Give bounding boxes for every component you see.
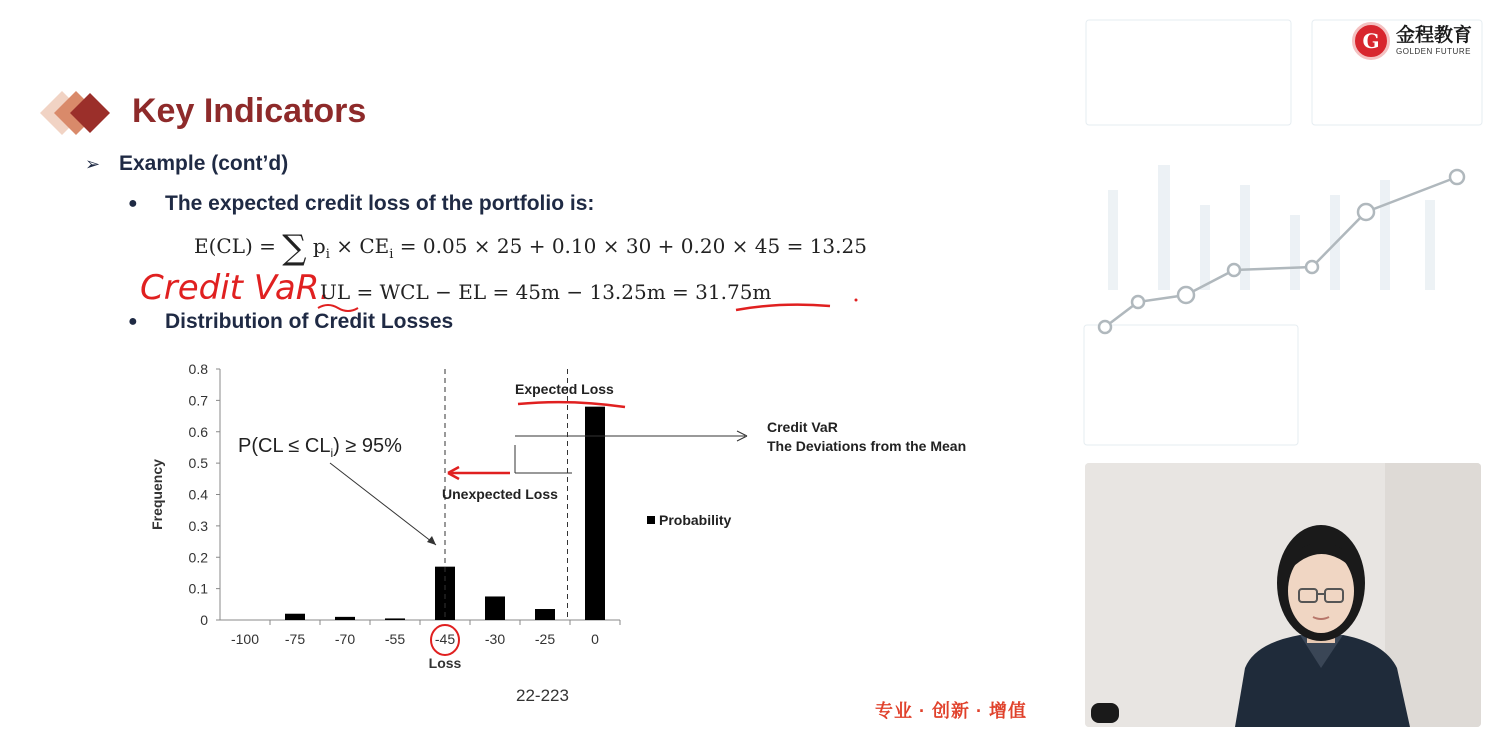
y-tick-label: 0.4 xyxy=(188,486,208,503)
dot-bullet-icon: ● xyxy=(128,313,138,330)
brand-name-en: GOLDEN FUTURE xyxy=(1396,47,1471,56)
bullet-distribution xyxy=(128,310,453,334)
y-tick-label: 0.8 xyxy=(188,361,208,377)
x-tick-label: -75 xyxy=(284,631,306,647)
golden-future-logo-icon: G xyxy=(1352,22,1390,60)
formula-ecl-sub: i xyxy=(325,247,330,262)
y-axis-label: Frequency xyxy=(149,459,165,530)
title-diamond-icon xyxy=(40,88,120,138)
bar--30 xyxy=(485,596,505,620)
formula-ecl-rhs: = 0.05 × 25 + 0.10 × 30 + 0.20 × 45 = 13.25 xyxy=(393,234,867,258)
slide-title: Key Indicators xyxy=(132,92,367,130)
formula-ecl-p: p xyxy=(312,234,326,258)
probability-condition: $P(CL \le CL_i) \ge 95\%$ xyxy=(238,435,402,460)
bar--25 xyxy=(535,609,555,620)
y-tick-label: 0.6 xyxy=(188,423,208,440)
brand-name-cn: 金程教育 xyxy=(1396,25,1473,46)
probability-arrowhead xyxy=(427,536,436,545)
formula-ecl-sub-2: i xyxy=(389,247,394,262)
y-tick-label: 0.3 xyxy=(188,517,208,534)
y-tick-label: 0.7 xyxy=(188,392,208,409)
formula-ul-lhs: UL = WCL − EL = 45m − 13.25m = xyxy=(320,280,696,304)
bullet-expected-loss xyxy=(128,192,594,216)
bullet-example-text: Example (cont’d) xyxy=(119,152,289,175)
legend-label: Probability xyxy=(659,512,732,528)
formula-ecl-times: × CE xyxy=(329,234,390,258)
y-tick-label: 0.2 xyxy=(188,549,208,566)
credit-loss-chart xyxy=(140,355,1040,675)
bar--55 xyxy=(385,618,405,620)
bullet-example xyxy=(85,152,288,176)
credit-var-label: Credit VaR xyxy=(767,419,838,435)
formula-ul-result: 31.75m xyxy=(695,280,772,304)
sum-symbol: ∑ xyxy=(282,228,307,268)
y-tick-label: 0.1 xyxy=(188,580,208,597)
x-tick-label: 0 xyxy=(591,631,599,647)
handwritten-credit-var: Credit VaR. xyxy=(140,268,331,308)
credit-var-subtitle: The Deviations from the Mean xyxy=(767,438,967,454)
x-tick-label: -25 xyxy=(534,631,556,647)
bar--70 xyxy=(335,617,355,620)
x-axis-label: Loss xyxy=(428,655,462,671)
legend-swatch xyxy=(647,516,655,524)
x-tick-label: -55 xyxy=(384,631,406,647)
bar--75 xyxy=(285,614,305,620)
probability-arrow-line xyxy=(330,463,436,545)
y-tick-label: 0.5 xyxy=(188,455,208,472)
expected-loss-label: Expected Loss xyxy=(515,381,614,397)
presenter-figure xyxy=(1085,463,1481,727)
y-tick-label: 0 xyxy=(200,612,208,628)
brand-logo xyxy=(1352,22,1472,60)
bar-0 xyxy=(585,407,605,620)
x-tick-label: -100 xyxy=(230,631,260,647)
x-tick-label: -45 xyxy=(434,631,456,647)
bar--45 xyxy=(435,567,455,620)
formula-ecl-lhs: E(CL) = xyxy=(194,234,283,258)
bullet-expected-loss-text: The expected credit loss of the portfolio is: xyxy=(165,192,595,215)
unexpected-loss-label: Unexpected Loss xyxy=(442,486,558,502)
x-tick-label: -70 xyxy=(334,631,356,647)
formula-expected-credit-loss xyxy=(194,228,867,268)
footer-slogan: 专业 · 创新 · 增值 xyxy=(875,701,1027,721)
dot-bullet-icon: ● xyxy=(128,195,138,212)
presenter-webcam-video[interactable] xyxy=(1085,463,1481,727)
bullet-distribution-text: Distribution of Credit Losses xyxy=(165,310,454,333)
expected-loss-ink xyxy=(518,402,625,407)
arrow-bullet-icon: ➢ xyxy=(85,154,101,174)
decorative-infographic xyxy=(1080,0,1500,470)
unexpected-loss-bracket xyxy=(515,445,572,473)
slide-number: 22-223 xyxy=(516,686,569,705)
x-tick-label: -30 xyxy=(484,631,506,647)
